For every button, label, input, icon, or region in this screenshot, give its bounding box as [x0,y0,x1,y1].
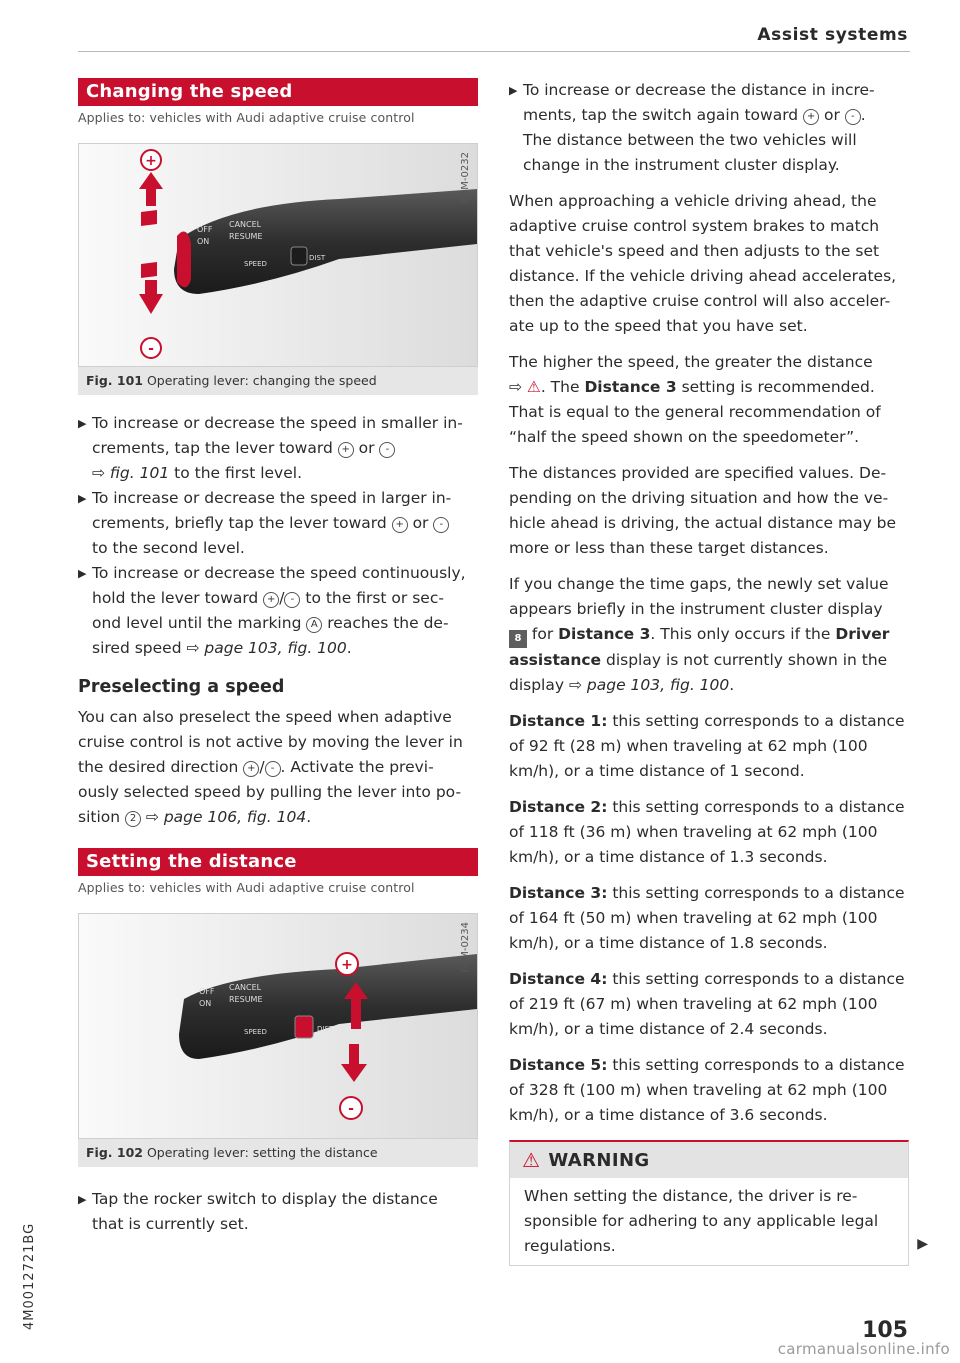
lever-label-cancel: CANCEL [229,983,262,992]
minus-marker-label: - [348,1101,354,1117]
lever-label-off: OFF [199,987,215,996]
text-span: . [306,808,312,826]
text-line: When setting the distance, the driver is re- [524,1187,858,1205]
text-line: To increase or decrease the speed in smaller in- [92,414,463,432]
text-line [509,967,909,992]
document-code: 4M0012721BG [22,1222,37,1330]
paragraph-approaching [509,189,909,339]
bullet-item [78,411,478,486]
lever-label-on: ON [197,237,210,246]
text-span: Distance 1: [509,712,608,730]
text-line: km/h), or a time distance of 2.4 seconds. [509,1020,828,1038]
text-span: this setting corresponds to a distance [607,798,905,816]
text-span: or [407,514,434,532]
text-line: To increase or decrease the speed in larger in- [92,489,452,507]
text-span: . [346,639,352,657]
text-line [509,375,909,400]
page-reference-link[interactable]: page 103, fig. 100 [204,639,347,657]
text-span: the desired direction [78,758,244,776]
bullet-list-speed [78,411,478,661]
warning-box [509,1140,928,1266]
text-line: hicle ahead is driving, the actual distance may be [509,514,897,532]
text-line: appears briefly in the instrument cluster display [509,600,883,618]
lever-illustration-distance [79,914,477,1138]
watermark: carmanualsonline.info [777,1340,950,1358]
text-line: The higher the speed, the greater the distance [509,353,873,371]
text-line: To increase or decrease the distance in incre- [523,81,875,99]
arrow-down-shaft [145,280,157,294]
bullet-icon: ▶ [509,84,518,97]
figure-caption-text: Operating lever: setting the distance [146,1145,378,1160]
text-span: crements, briefly tap the lever toward [92,514,392,532]
distance-item [509,709,909,784]
page-number: 105 [862,1318,908,1343]
text-line [92,436,478,461]
text-span: to the first level. [169,464,302,482]
text-span: Driver [835,625,890,643]
text-span: this setting corresponds to a distance [607,712,905,730]
text-line [92,636,478,661]
figure-label: Fig. 102 [86,1145,143,1160]
text-line: that vehicle's speed and then adjusts to the set [509,242,880,260]
distance-item [509,795,909,870]
lever-label-resume: RESUME [229,232,263,241]
bullet-icon: ▶ [78,567,87,580]
text-span: Distance 3 [558,625,651,643]
text-line: km/h), or a time distance of 3.6 seconds. [509,1106,828,1124]
text-line [509,648,909,673]
dist-rocker-switch-highlighted [295,1016,313,1038]
text-span: . [729,676,735,694]
text-line [509,795,909,820]
plus-circle-icon: + [338,442,354,458]
distance-3-display-icon: 8 [509,630,527,648]
plus-circle-icon: + [243,761,259,777]
minus-circle-icon: - [433,517,449,533]
bullet-icon: ▶ [78,1193,87,1206]
warning-header [510,1142,908,1178]
subheading-preselect: Preselecting a speed [78,677,285,697]
distance-list [509,709,909,1128]
text-line: of 118 ft (36 m) when traveling at 62 mph (100 [509,823,878,841]
text-span: . Activate the previ- [280,758,434,776]
plus-marker-label: + [145,153,157,169]
plus-circle-icon: + [803,109,819,125]
continue-arrow-icon: ▶ [917,1236,928,1252]
lever-label-speed: SPEED [244,1028,267,1036]
text-line: distance. If the vehicle driving ahead accelerates, [509,267,897,285]
text-line: ate up to the speed that you have set. [509,317,808,335]
text-line: Tap the rocker switch to display the distance [92,1190,438,1208]
text-span: this setting corresponds to a distance [607,970,905,988]
figure-101-image [78,143,478,367]
text-line [509,1053,909,1078]
text-span: Distance 3 [584,378,677,396]
lever-illustration [79,144,477,366]
figure-102 [78,913,478,1167]
minus-circle-icon: - [265,761,281,777]
applies-to: Applies to: vehicles with Audi adaptive cruise control [78,880,415,895]
position-2-icon: 2 [125,811,141,827]
text-line: that is currently set. [92,1215,249,1233]
minus-circle-icon: - [845,109,861,125]
text-line: The distances provided are specified values. De- [509,464,887,482]
text-line: km/h), or a time distance of 1.3 seconds. [509,848,828,866]
distance-item [509,967,909,1042]
figure-code: B4M-0234 [460,922,471,973]
bullet-item [78,486,478,561]
warning-body [510,1178,928,1265]
figure-101 [78,143,478,395]
text-span: sired speed [92,639,187,657]
plus-marker-label: + [341,957,353,973]
text-line [509,673,909,698]
text-line: “half the speed shown on the speedometer”. [509,428,860,446]
text-span: ments, tap the switch again toward [523,106,804,124]
text-line: to the second level. [92,539,245,557]
text-span: setting is recommended. [676,378,875,396]
lever-label-dist: DIST [317,1025,334,1033]
lever-tip [177,232,191,288]
text-span: Distance 5: [509,1056,608,1074]
bullet-item [78,561,478,661]
chapter-title: Assist systems [757,25,908,45]
text-line: change in the instrument cluster display. [523,156,840,174]
warning-title: WARNING [548,1150,650,1171]
applies-to: Applies to: vehicles with Audi adaptive cruise control [78,110,415,125]
text-span: ⇨ [186,639,205,657]
text-span: display is not currently shown in the [601,651,888,669]
section-heading-changing-speed: Changing the speed [78,78,478,106]
bullet-item [509,78,909,178]
text-line [92,461,478,486]
text-span: Distance 3: [509,884,608,902]
text-line [92,511,478,536]
text-span: or [819,106,845,124]
lever-label-on: ON [199,999,212,1008]
text-line: pending on the driving situation and how the ve- [509,489,889,507]
text-span: to the first or sec- [300,589,444,607]
figure-102-image [78,913,478,1139]
text-line: That is equal to the general recommendation of [509,403,881,421]
text-line: of 92 ft (28 m) when traveling at 62 mph (100 [509,737,868,755]
plus-circle-icon: + [392,517,408,533]
right-column [509,78,928,1266]
text-span: reaches the de- [322,614,449,632]
text-line [92,586,478,611]
text-span: / [279,589,285,607]
text-line: of 219 ft (67 m) when traveling at 62 mph (100 [509,995,878,1013]
text-span: ⇨ [141,808,164,826]
lever-label-resume: RESUME [229,995,263,1004]
warning-icon[interactable]: ⚠ [526,378,541,396]
page-reference-link[interactable]: page 106, fig. 104 [163,808,307,826]
text-span: hold the lever toward [92,589,264,607]
minus-marker-label: - [148,341,154,357]
text-span: ⇨ [509,378,527,396]
text-span: ⇨ [568,676,587,694]
text-line [509,709,909,734]
minus-circle-icon: - [379,442,395,458]
text-line: To increase or decrease the speed continuously, [92,564,466,582]
text-span: sition [78,808,125,826]
bullet-icon: ▶ [78,417,87,430]
text-line [523,103,909,128]
left-column [78,78,478,1237]
text-span: assistance [509,651,602,669]
text-line: then the adaptive cruise control will also acceler- [509,292,891,310]
plus-circle-icon: + [263,592,279,608]
text-line [509,881,909,906]
minus-circle-icon: - [284,592,300,608]
paragraph-time-gaps [509,572,909,698]
text-line: adaptive cruise control system brakes to match [509,217,880,235]
bullet-icon: ▶ [78,492,87,505]
text-line [78,805,478,830]
text-span: crements, tap the lever toward [92,439,338,457]
text-line: km/h), or a time distance of 1 second. [509,762,805,780]
arrow-segment [141,210,157,226]
bullet-item [78,1187,478,1237]
text-line: sponsible for adhering to any applicable legal [524,1212,879,1230]
lever-label-dist: DIST [309,254,326,262]
distance-item [509,1053,909,1128]
text-span: ond level until the marking [92,614,307,632]
text-line: You can also preselect the speed when adaptive [78,708,452,726]
paragraph-preselect [78,705,478,830]
section-heading-setting-distance: Setting the distance [78,848,478,876]
text-line: of 164 ft (50 m) when traveling at 62 mph (100 [509,909,878,927]
bullet-list-distance [78,1187,478,1237]
text-line: cruise control is not active by moving the lever in [78,733,463,751]
text-span: display [509,676,569,694]
bullet-list-distance-adjust [509,78,909,178]
text-span: this setting corresponds to a distance [607,884,905,902]
text-span: Distance 2: [509,798,608,816]
text-span: ⇨ [92,464,110,482]
header-rule [78,51,910,52]
text-span: or [353,439,380,457]
text-span: this setting corresponds to a distance [607,1056,905,1074]
text-line [509,622,909,648]
text-line: km/h), or a time distance of 1.8 seconds. [509,934,828,952]
distance-item [509,881,909,956]
fig-reference-link[interactable]: fig. 101 [109,464,170,482]
paragraph-higher-speed [509,350,909,450]
marking-a-icon: A [306,617,322,633]
text-line: If you change the time gaps, the newly set value [509,575,889,593]
text-span: . The [540,378,585,396]
text-span: . This only occurs if the [650,625,836,643]
text-line [78,755,478,780]
text-line: of 328 ft (100 m) when traveling at 62 mph (100 [509,1081,888,1099]
figure-caption-text: Operating lever: changing the speed [146,373,377,388]
lever-label-speed: SPEED [244,260,267,268]
text-line: regulations. [524,1237,616,1255]
text-span: / [259,758,265,776]
figure-label: Fig. 101 [86,373,143,388]
lever-label-cancel: CANCEL [229,220,262,229]
warning-triangle-icon: ⚠ [522,1148,541,1172]
text-span: . [860,106,866,124]
text-line [92,611,478,636]
page-reference-link[interactable]: page 103, fig. 100 [586,676,730,694]
text-line: ously selected speed by pulling the lever into po- [78,783,462,801]
dist-rocker-switch [291,247,307,265]
text-line: more or less than these target distances. [509,539,829,557]
arrow-segment-2 [141,262,157,278]
figure-caption [78,1139,478,1167]
figure-caption [78,367,478,395]
lever-label-off: OFF [197,225,213,234]
text-line: When approaching a vehicle driving ahead, the [509,192,877,210]
text-span: for [527,625,559,643]
text-span: Distance 4: [509,970,608,988]
paragraph-distances-note [509,461,909,561]
figure-code: B4M-0232 [460,152,471,203]
text-line: The distance between the two vehicles will [523,131,857,149]
